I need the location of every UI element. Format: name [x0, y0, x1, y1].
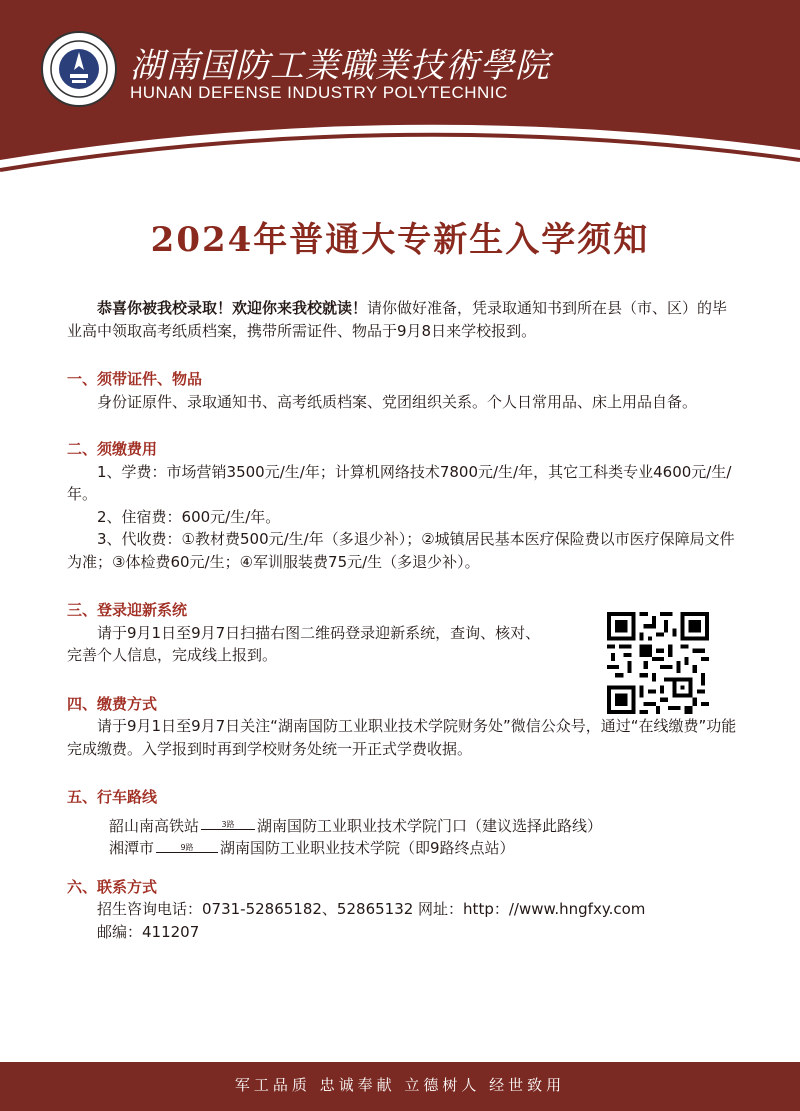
items-paragraph: 身份证原件、录取通知书、高考纸质档案、党团组织关系。个人日常用品、床上用品自备。 [97, 392, 698, 411]
route-via: 9路 [180, 842, 194, 852]
school-emblem-icon [40, 30, 118, 108]
postcode-line: 邮编：411207 [97, 922, 200, 941]
route-item-2 [67, 837, 737, 860]
route-item-1 [67, 815, 737, 838]
route-via: 3路 [221, 820, 235, 830]
route-from: 韶山南高铁站 [109, 816, 200, 835]
section-heading-fees: 二、须缴费用 [67, 440, 158, 458]
route-line [201, 821, 255, 830]
fees-paragraph-3: 3、代收费：①教材费500元/生/年（多退少补）；②城镇居民基本医疗保险费以市医疗保障局文件为准；③体检费60元/生；④军训服装费75元/生（多退少补）。 [67, 530, 735, 571]
footer-motto: 军工品质 忠诚奉献 立德树人 经世致用 [234, 1076, 566, 1094]
fees-paragraph-2: 2、住宿费：600元/生/年。 [97, 507, 281, 526]
page-title: 2024年普通大专新生入学须知 [150, 220, 650, 260]
contact-line: 招生咨询电话：0731-52865182、52865132 网址：http：//www.hngfxy.com [97, 900, 646, 918]
section-heading-contact: 六、联系方式 [67, 877, 158, 896]
intro-text: 请你做好准备，凭录取通知书到所在县（市、区）的毕业高中领取高考纸质档案，携带所需证件、物品于9月8日来学校报到。 [67, 299, 728, 340]
section-heading-items: 一、须带证件、物品 [67, 370, 203, 388]
route-from: 湘潭市 [109, 839, 155, 857]
intro-paragraph [67, 297, 737, 342]
intro-bold: 恭喜你被我校录取！欢迎你来我校就读！ [97, 299, 368, 317]
payment-paragraph: 请于9月1日至9月7日关注“湖南国防工业职业技术学院财务处”微信公众号，通过“在线缴费”功能完成缴费。入学报到时再到学校财务处统一开正式学费收据。 [67, 717, 737, 758]
section-heading-system: 三、登录迎新系统 [67, 601, 188, 619]
school-name-en: HUNAN DEFENSE INDUSTRY POLYTECHNIC [130, 83, 508, 102]
fees-paragraph-1: 1、学费：市场营销3500元/生/年；计算机网络技术7800元/生/年，其它工科类专业4600元/生/年。 [67, 462, 732, 503]
header-banner [0, 0, 800, 200]
system-paragraph: 请于9月1日至9月7日扫描右图二维码登录迎新系统，查询、核对、完善个人信息，完成线上报到。 [67, 623, 541, 664]
qr-code-icon[interactable] [607, 612, 709, 714]
route-line [156, 844, 218, 853]
school-name-cn: 湖南国防工業職業技術學院 [130, 46, 550, 86]
section-heading-payment: 四、缴费方式 [67, 694, 158, 713]
route-to: 湖南国防工业职业技术学院门口（建议选择此路线） [257, 816, 603, 835]
route-to: 湖南国防工业职业技术学院（即9路终点站） [220, 839, 515, 857]
section-heading-routes: 五、行车路线 [67, 788, 158, 806]
